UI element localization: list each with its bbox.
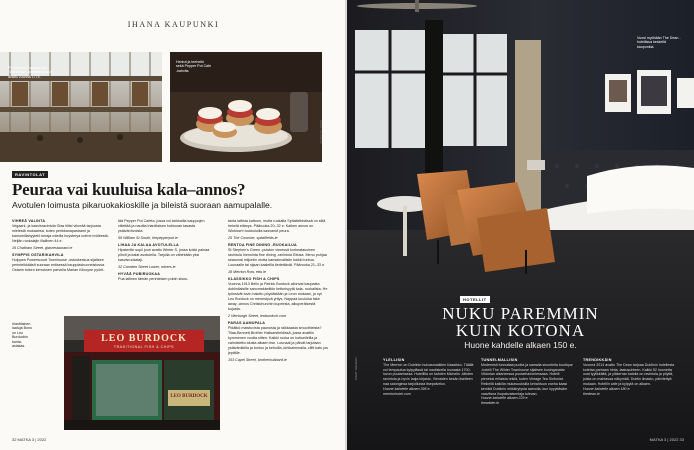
body-text: Pua lallinen tämän perinteisen pubin sisus- — [118, 277, 189, 281]
scones-photo — [170, 52, 322, 162]
address-text: 18 Merrion Row, etto.ie — [228, 270, 266, 274]
column-heading: SYMPPIS OSTARIKAHVILA — [12, 253, 64, 257]
body-text: Vuonna 1913 Bello ja Patrick Burdock allonvat kaupasta dublinilaisille sanomakkeittiin ketturisyytä kala- ruokalista. He työnsivät tovin haluttu pöydästään ja Leon mukaan, ja nyt Leo Burdock on menestyvä yritys. Nappaa kuuluisa take away -annos Christchurchin kupeesta, alkuperäisestä kojusta. — [228, 282, 328, 311]
column-heading: PARAS AAMUPALA — [228, 321, 266, 325]
column-heading: VIHREÄ VALINTA — [12, 219, 46, 223]
body-text: St Stephen’s Green -puiston vieressä korkeatasoinen ravintola hienointa fine dining -ravintola Ettosa. Menu pohjaa seasonal miljoniin mutta kansainvälisiin kaikki tuntua. Lounaalle tai sijaan kaaleilla tiedettävät. Pääruoka 21–33 e. — [228, 248, 327, 267]
body-text: Modernisti tunnuttaa puolta ja samalla sinunteita boutique -hotelli The Wilder Townhouse sijaitsee kuninganatar Viktorian alkaneessa puutarhaironlessasa. Hotelli pieneksi erilaista rekilä, kuten Vintage Tea Sinfoniat. Reikellä kaikilla mukavuuksilla kehahtuun vanha kaasi kerrälä Dublinin mökkirytysta aamulla, kun kyyyttäväm vaavitsea ihupakvaisentaja tulevan. — [481, 362, 573, 396]
shop-subsign: TRADITIONAL FISH & CHIPS — [113, 345, 175, 349]
body-text: Vegaani- ja kasvisravintola Glas tilitsi vihreää tarjousta mielestä mukaansa, kuten perikkanapastrami ja kamomillahyytelö keraja miedla hoysterya crème brûléestä. Neljän ruokalajin illallinen 44 e. — [12, 224, 109, 243]
photo-credit — [318, 120, 322, 126]
feature-subtitle: Huone kahdelle alkaen 150 e. — [464, 340, 577, 350]
column-heading: TUNNELMALLISIN — [481, 358, 518, 362]
photo-credit: KUVAT: THE DEAN — [355, 357, 358, 380]
page-folio: 32 MATKA 3 | 2022 — [12, 437, 47, 442]
photo-caption: Herkut ja teehetki sekä Pepper Pot Cafe -kahvila. — [176, 60, 212, 73]
body-text: Hulppea Powerscourt Townhouse -ostoskeskus sijaitsee perinteikkäästi suoraan entisessä kauppiashuoneistossa. Ostarin toisen kerroksen parvella Marian Kilcoyne pyörit- — [12, 258, 106, 272]
address-text: 153 Capel Street, brotherhubbard.ie — [228, 358, 287, 362]
section-title: IHANA KAUPUNKI — [127, 20, 220, 29]
text-column-2 — [118, 219, 218, 284]
headline: Peuraa vai kuuluisa kala–annos? — [12, 180, 246, 199]
address-text: 25 The Coombe, spitalfields.ie — [228, 236, 278, 240]
shop-sign-window: LEO BURDOCK — [170, 394, 208, 399]
address-text: 2 Werburgh Street, leoburdock.com — [228, 314, 287, 318]
section-tag: RAVINTOLAT — [12, 171, 48, 178]
spread-gutter — [345, 0, 349, 450]
body-text: tää Pepper Pot Cafeta, jossa voi tarkkailla kauppojen viilettää ja nauttia irlantilaisen kotiruoan tasasta ystävänhvoista. — [118, 219, 205, 233]
website-text: merrionhotel.com — [383, 391, 411, 396]
address-text: 32 Camden Street Lower, mixers.ie — [118, 265, 176, 269]
subheadline: Avotulen loimusta pikaruokakioskille ja bileistä suoraan aamupalalle. — [12, 200, 273, 210]
section-tag: HOTELLIT — [460, 296, 490, 303]
address-text: 59 William St South, thepepperpot.ie — [118, 236, 178, 240]
body-text: The Merrion on Dublinin hulvasmatkilen klassikko. Täällä voi tempautua kylpylässä tai nautiskella lounasta 1700-luvun puutarhassa. Hotellilla on kahden Michelin -tähden ravintola ja hyvin laaja kirjasto. Vieraiden kesän itselleen naa salonginsa tarjoilluista itsepalvelux. — [383, 362, 474, 386]
website-text: thedean.ie — [583, 391, 600, 396]
website-text: thewilder.ie — [481, 401, 500, 406]
body-text: Hipsterille sopii juuri avattu Winter S, jossa kokki painaa pihvit ja kalat avotulella. Tarjolla on vähintään yksi kasvisruokalaji. — [118, 248, 210, 262]
column-heading: TRENDIKKÄIN — [583, 358, 612, 362]
page-folio: MATKA 3 | 2022 33 — [649, 437, 684, 442]
column-heading: LIHAA JA KALAA AVOTULELLA — [118, 243, 179, 247]
price-text: Huone kahdelle alkaen 229 e. — [481, 396, 529, 401]
photo-caption: Perinteinen Powerscourt Townhouse -ostoskeskus on avattu vuonna 1774. — [8, 66, 54, 79]
hotel-column-3 — [583, 358, 675, 396]
body-text: Pidätkö maistuvista pauroista ja raikkaasta smoothieista? Tilaa-Bennett Brother Hallsarsfieldissä, jossa avattiin kymmenen vuotta sitten. Kaikki ruoka on kotiuelleilla ja valmistettu alusta alkaen itse. Lounaat ja päivät tarjotaan ystävänkkilla ja tuntuu ja kehuilla, kirkkaimmalla, cliltt katu jos jepätlle. — [228, 326, 329, 355]
column-heading: KLASSIKKO FISH & CHIPS — [228, 277, 280, 281]
price-text: Huone kahdelle alkaen 180 e. — [583, 386, 631, 391]
feature-title-line-2: KUIN KOTONA — [455, 321, 586, 340]
feature-title-line-1: NUKU PAREMMIN — [442, 304, 599, 323]
price-text: Huone kahdelle alkaen 395 e. — [383, 386, 431, 391]
address-text: 16 Chatham Street, glasrestaurant.ie — [12, 246, 73, 250]
leo-burdock-photo — [64, 316, 220, 430]
body-text: Vuonna 2014 avattu The Dean tarjoaa Dublinin hotellesta kotelaa parhaan hinta -laatusuhteen. Kaikki 52 huonetta ovat tyylikkäitä, ja yläkerran katolla on ravintola ja pöytiä, joista on mahtavaa näkymää. Dublin ilmasto, päivitettyä mukaan. Hotellin cafe ja kylpylä on alkaen. — [583, 362, 675, 386]
column-heading: YLELLISIN — [383, 358, 405, 362]
text-column-1 — [12, 219, 110, 275]
right-page — [347, 0, 694, 450]
townhouse-photo — [0, 52, 162, 162]
column-heading: HYVÄÄ PUBIRUOKAA — [118, 272, 161, 276]
column-heading: RENTOA FINE DINING -RUOKAILUA — [228, 243, 297, 247]
hotel-column-1 — [383, 358, 475, 396]
photo-caption: Vuosi myöhään The Dean -hotellissa keskellä kaupunkia. — [637, 36, 681, 49]
photo-caption: Irlantilainen laatuja Bono on Leo Burdockin kanta-asiakas. — [12, 322, 32, 349]
body-text: tanta lattista kattoon, mutta ruokalla Spitaltelbistissä on siitä hekelä elämys. Pääruoka 20–32 e. Kaiken annos on Wicklow’n kukkuloilla kasvanut peura. — [228, 219, 326, 233]
text-column-3 — [228, 219, 328, 365]
hotel-column-2 — [481, 358, 573, 406]
shop-sign: LEO BURDOCK — [101, 333, 187, 344]
